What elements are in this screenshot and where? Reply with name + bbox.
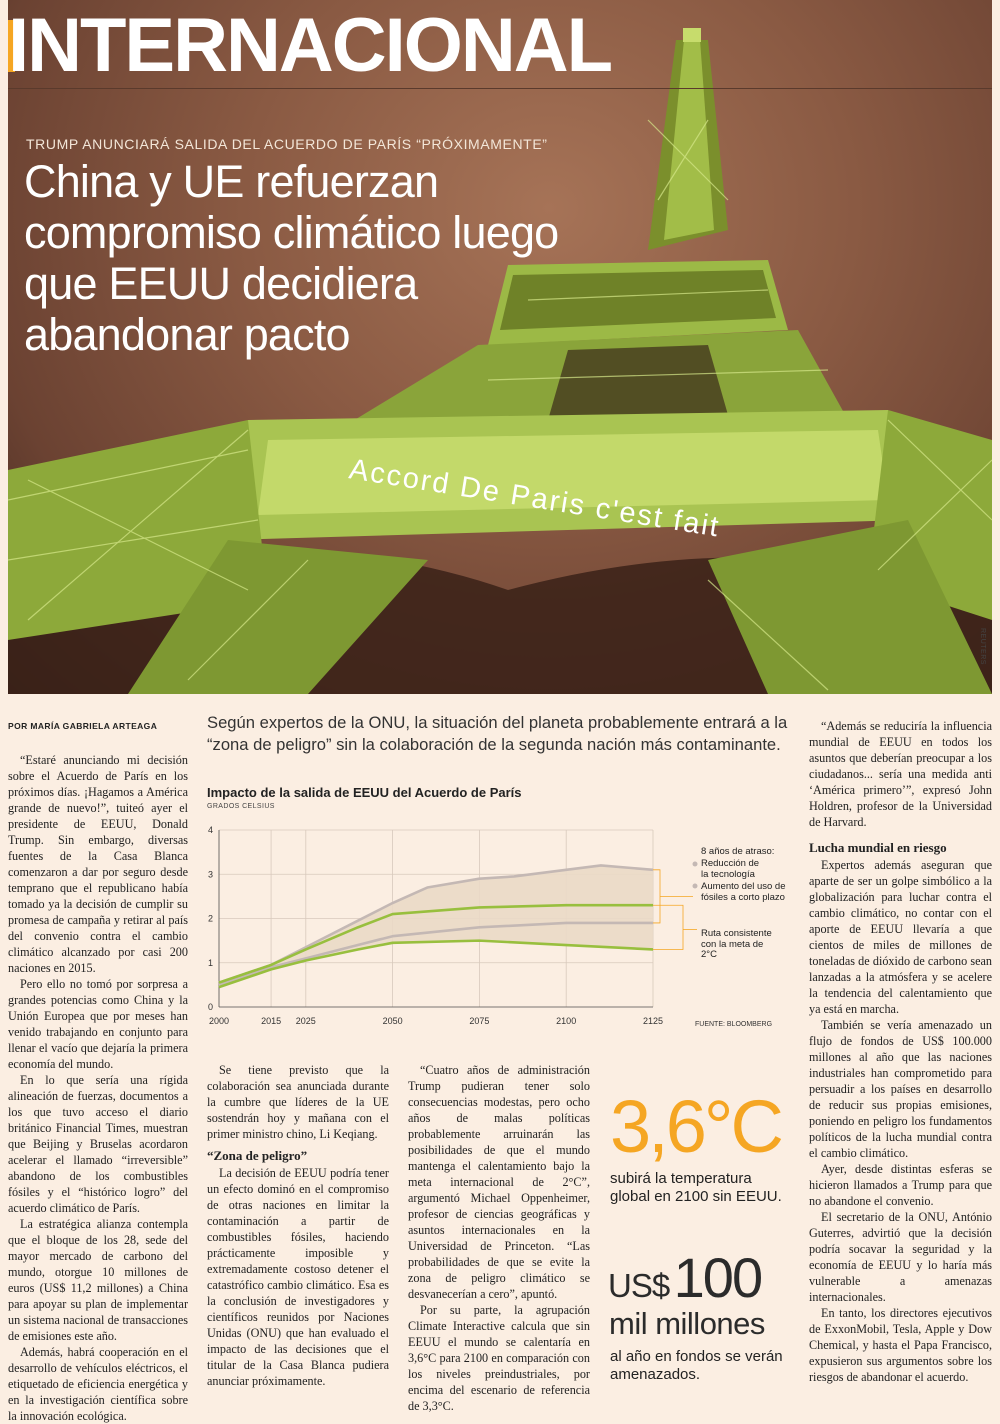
- uncertainty-band: [219, 865, 653, 987]
- x-tick-label: 2100: [556, 1016, 577, 1026]
- x-tick-label: 2125: [642, 1016, 664, 1026]
- chart-plot: [205, 785, 795, 1035]
- col1-paragraph: Además, habrá cooperación en el desarrollo de vehículos eléctricos, el etiquetado de eficiencia energética y en la investigación científica sobre la innovación ecológica.: [8, 1345, 188, 1423]
- stat-temperature: 3,6°C: [610, 1085, 781, 1168]
- y-tick-label: 0: [207, 1002, 213, 1012]
- col1-paragraph: En lo que sería una rígida alineación de fuerzas, documentos a los que tuvo acceso el diario británico Financial Times, muestran que Beijing y Bruselas acordaron acelerar el llamado “irreversible” abandono de los combustibles fósiles y el “histórico logro” del acuerdo climático de París.: [8, 1073, 188, 1215]
- chart: [205, 785, 795, 1035]
- col4-paragraph: Expertos además aseguran que aparte de ser un golpe simbólico a la globalización para luchar contra el cambio climático, no contar con el aporte de EEUU llevaría a que cientos de miles de millones de toneladas de dióxido de carbono sean lanzadas a la atmósfera y se acelere la tendencia del calentamiento que ya está en marcha.: [809, 858, 992, 1016]
- column-3: [408, 1062, 590, 1414]
- chart-ylabel: GRADOS CELSIUS: [207, 803, 275, 810]
- deck: Según expertos de la ONU, la situación del planeta probablemente entrará a la “zona de peligro” sin la colaboración de la segunda nación más contaminante.: [207, 713, 788, 754]
- annotation-dot: [693, 862, 698, 867]
- col1-paragraph: “Estaré anunciando mi decisión sobre el Acuerdo de París en los próximos días. ¡Hagamos a América grande de nuevo!”, tuiteó ayer el presidente de EEUU, Donald Trump. Sin embargo, diversas fuentes de la Casa Blanca comenzaron a dar por seguro desde temprano que el republicano había tomado ya la decisión de cumplir su promesa de campaña y retirar al país del convenio contra el cambio climático alcanzado por casi 200 naciones en 2015.: [8, 753, 188, 975]
- bracket-green: [653, 905, 683, 949]
- subhead-zona-peligro: “Zona de peligro”: [207, 1148, 308, 1163]
- col3-paragraph: Por su parte, la agrupación Climate Interactive calcula que sin EEUU el mundo se calentaría en 3,6°C para 2100 en comparación con los niveles preindustriales, por encima del escenario de referencia de 3,3°C.: [408, 1303, 590, 1413]
- annotation-tech: Reducción de la tecnología: [701, 858, 760, 880]
- col2-paragraph: Se tiene previsto que la colaboración sea anunciada durante la cumbre que líderes de la UE sostendrán hoy y mañana con el primer ministro chino, Li Keqiang.: [207, 1063, 389, 1141]
- col4-paragraph: “Además se reduciría la influencia mundial de EEUU en todos los asuntos que deberían preocupar a los ciudadanos... sería una medida anti ‘América primero’”, expresó John Holdren, profesor de la Universidad de Harvard.: [809, 719, 992, 829]
- col2-paragraph: La decisión de EEUU podría tener un efecto dominó en el compromiso de otras naciones en limitar la contaminación a partir de combustibles fósiles, haciendo prácticamente imposible y extremadamente costoso detener el catastrófico cambio climático. Esa es la conclusión de investigadores y científicos reunidos por Naciones Unidas (ONU) que han evaluado el impacto de las decisiones que el titular de la Casa Blanca pudiera anunciar próximamente.: [207, 1166, 389, 1388]
- photo-banner-text: Accord De Paris c'est fait: [346, 453, 723, 544]
- chart-source: FUENTE: BLOOMBERG: [695, 1021, 773, 1028]
- annotation-dot: [693, 884, 698, 889]
- col4-paragraph: También se vería amenazado un flujo de fondos de US$ 100.000 millones al año que las naciones industriales han comprometido para persuadir a los países en desarrollo de reducir sus propias emisiones, poniendo en peligro los fundamentos políticos de la lucha mundial contra el cambio climático.: [809, 1018, 992, 1160]
- chart-title: Impacto de la salida de EEUU del Acuerdo de París: [207, 785, 522, 800]
- col1-paragraph: La estratégica alianza contempla que el bloque de los 28, sede del mayor mercado de carbono del mundo, otorgue 10 millones de euros (US$ 11,2 millones) a China para apoyar su plan de implementar un sistema nacional de transacciones de emisiones este año.: [8, 1217, 188, 1343]
- stat-temperature-caption: subirá la temperatura global en 2100 sin EEUU.: [610, 1170, 782, 1205]
- headline: China y UE refuerzan compromiso climático luego que EEUU decidiera abandonar pacto: [24, 156, 559, 360]
- stat-funds-caption: al año en fondos se verán amenazados.: [610, 1348, 783, 1383]
- x-tick-label: 2075: [469, 1016, 490, 1026]
- y-tick-label: 3: [207, 869, 213, 880]
- col4-paragraph: En tanto, los directores ejecutivos de ExxonMobil, Tesla, Apple y Dow Chemical, y hasta el Papa Francisco, expusieron sus argumentos sobre los riesgos de abandonar el acuerdo.: [809, 1306, 992, 1384]
- x-tick-label: 2025: [295, 1016, 316, 1026]
- stat-funds-unit: mil millones: [609, 1306, 765, 1341]
- column-2: [207, 1062, 389, 1389]
- y-tick-label: 2: [207, 913, 213, 924]
- stat-funds-currency: US$: [608, 1267, 670, 1304]
- subhead-lucha-mundial: Lucha mundial en riesgo: [809, 840, 947, 855]
- photo-credit: REUTERS: [979, 628, 986, 665]
- col1-paragraph: Pero ello no tomó por sorpresa a grandes potencias como China y la Unión Europea que por meses han venido trabajando en conjunto para llenar el vacío que dejaría la primera economía del mundo.: [8, 977, 188, 1071]
- annotation-2c-route: Ruta consistente con la meta de 2°C: [701, 928, 772, 960]
- kicker: TRUMP ANUNCIARÁ SALIDA DEL ACUERDO DE PARÍS “PRÓXIMAMENTE”: [26, 136, 548, 152]
- column-1: [8, 718, 188, 1424]
- y-tick-label: 4: [207, 825, 213, 835]
- annotation-fossil: Aumento del uso de fósiles a corto plazo: [701, 881, 786, 903]
- x-tick-label: 2050: [382, 1016, 403, 1026]
- y-tick-label: 1: [207, 957, 213, 968]
- section-rule: [8, 88, 992, 89]
- byline: POR MARÍA GABRIELA ARTEAGA: [8, 721, 158, 731]
- column-4: [809, 718, 992, 1385]
- annotation-header: 8 años de atraso:: [701, 846, 775, 857]
- bracket-gray: [653, 870, 660, 923]
- col3-paragraph: “Cuatro años de administración Trump pudieran tener solo consecuencias modestas, pero ocho años de malas políticas probablemente arruinarán las posibilidades de que el mundo mantenga el calentamiento bajo la meta internacional de 2°C”, argumentó Michael Oppenheimer, profesor de ciencias geográficas y asuntos internacionales en la Universidad de Princeton. “Las probabilidades de que se evite la zona de peligro climático se desvanecerían a cero”, apuntó.: [408, 1063, 590, 1301]
- col4-paragraph: Ayer, desde distintas esferas se hicieron llamados a Trump para que no abandone el convenio.: [809, 1162, 992, 1208]
- col4-paragraph: El secretario de la ONU, António Guterres, advirtió que la decisión podría socavar la seguridad y la economía de EEUU y lo haría más vulnerable a amenazas internacionales.: [809, 1210, 992, 1304]
- x-tick-label: 2015: [261, 1016, 282, 1026]
- stat-funds-number: 100: [673, 1246, 762, 1309]
- x-tick-label: 2000: [208, 1016, 230, 1026]
- stat-funds: [608, 1246, 762, 1309]
- hero-photo: [8, 0, 992, 694]
- section-title: INTERNACIONAL: [8, 3, 612, 88]
